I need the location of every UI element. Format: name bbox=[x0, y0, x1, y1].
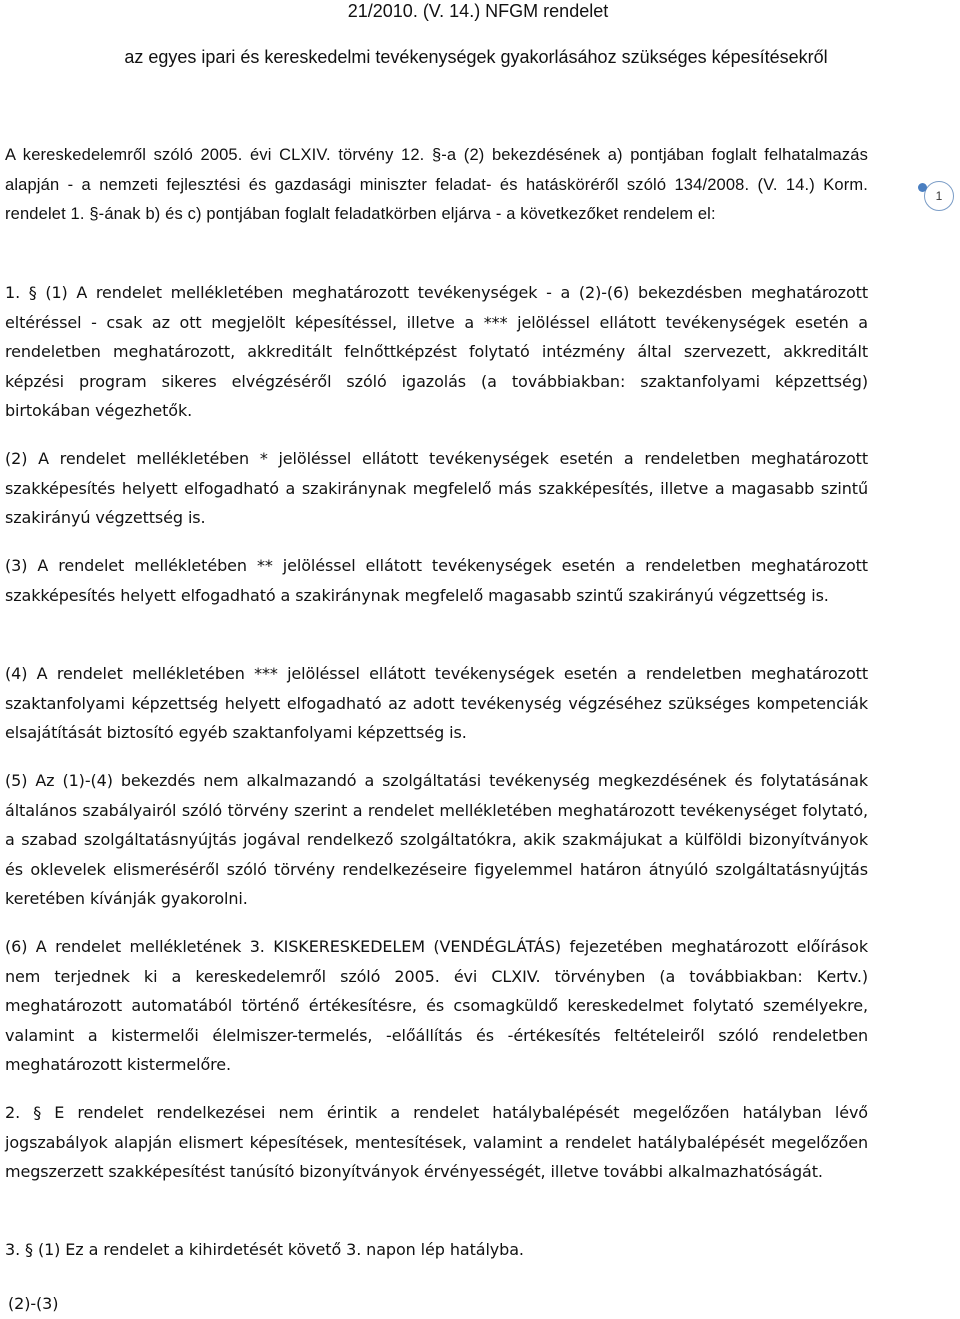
section-1-paragraph-6: (6) A rendelet mellékletének 3. KISKERESKEDELEM (VENDÉGLÁTÁS) fejezetében meghatározott előírások nem terjednek ki a kereskedelemről szóló 2005. évi CLXIV. törvényben (a továbbiakban: Kertv.) meghatározott automatából történő értékesítésre, és csomagküldő kereskedelmet folytató személyekre, valamint a kistermelői élelmiszer-termelés, -előállítás és -értékesítés feltételeiről szóló rendeletben meghatározott kistermelőre. bbox=[5, 937, 868, 1074]
page-number-badge: 1 bbox=[924, 181, 954, 211]
page-marker-dot-icon bbox=[918, 183, 927, 192]
section-1-paragraph-5: (5) Az (1)-(4) bekezdés nem alkalmazandó a szolgáltatási tevékenység megkezdésének és folytatásának általános szabályairól szóló törvény szerint a rendelet mellékletében meghatározott tevékenységet folytató, a szabad szolgáltatásnyújtás jogával rendelkező szolgáltatókra, akik szakmájukat a külföldi bizonyítványok és oklevelek elismeréséről szóló törvény rendelkezéseire figyelemmel határon átnyúló szolgáltatásnyújtás keretében kívánják gyakorolni. bbox=[5, 771, 868, 908]
section-2-paragraph: 2. § E rendelet rendelkezései nem érintik a rendelet hatálybalépését megelőzően hatályban lévő jogszabályok alapján elismert képesítések, mentesítések, valamint a rendelet hatálybalépését megelőzően megszerzett szakképesítést tanúsító bizonyítványok érvényességét, illetve további alkalmazhatóságát. bbox=[5, 1103, 868, 1181]
preamble-paragraph: A kereskedelemről szóló 2005. évi CLXIV. törvény 12. §-a (2) bekezdésének a) pontjában foglalt felhatalmazás alapján - a nemzeti fejlesztési és gazdasági miniszter feladat- és hatásköréről szóló 134/2008. (V. 14.) Korm. rendelet 1. §-ának b) és c) pontjában foglalt feladatkörben eljárva - a következőket rendelem el: bbox=[5, 146, 868, 223]
document-subtitle: az egyes ipari és kereskedelmi tevékenységek gyakorlásához szükséges képesítésekről bbox=[124, 47, 828, 67]
section-3-continuation: (2)-(3) bbox=[8, 1294, 59, 1313]
section-1-paragraph-3: (3) A rendelet mellékletében ** jelöléssel ellátott tevékenységek esetén a rendeletben meghatározott szakképesítés helyett elfogadható a szakiránynak megfelelő magasabb szintű szakirányú végzettség is. bbox=[5, 556, 868, 605]
document-title: 21/2010. (V. 14.) NFGM rendelet bbox=[347, 1, 609, 21]
section-1-paragraph-4: (4) A rendelet mellékletében *** jelöléssel ellátott tevékenységek esetén a rendeletben meghatározott szaktanfolyami képzettség helyett elfogadható az adott tevékenység végzéséhez szükséges kompetenciák elsajátítását biztosító egyéb szaktanfolyami képzettség is. bbox=[5, 664, 868, 742]
section-1-paragraph-2: (2) A rendelet mellékletében * jelöléssel ellátott tevékenységek esetén a rendeletben meghatározott szakképesítés helyett elfogadható a szakiránynak megfelelő más szakképesítés, illetve a magasabb szintű szakirányú végzettség is. bbox=[5, 449, 868, 527]
section-3-paragraph: 3. § (1) Ez a rendelet a kihirdetését követő 3. napon lép hatályba. bbox=[5, 1240, 524, 1259]
section-1-paragraph-1: 1. § (1) A rendelet mellékletében meghatározott tevékenységek - a (2)-(6) bekezdésben meghatározott eltéréssel - csak az ott megjelölt képesítéssel, illetve a *** jelöléssel ellátott tevékenységek esetén a rendeletben meghatározott, akkreditált felnőttképzést folytató intézmény által szervezett, akkreditált képzési program sikeres elvégzéséről szóló igazolás (a továbbiakban: szaktanfolyami képzettség) birtokában végezhetők. bbox=[5, 283, 868, 420]
